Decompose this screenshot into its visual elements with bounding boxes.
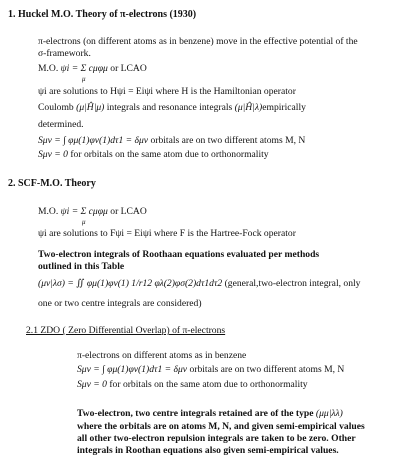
s21-zero-text: for orbitals on the same atom due to orthonormality bbox=[109, 379, 308, 390]
s1-zero-text: for orbitals on the same atom due to orthonormality bbox=[70, 149, 269, 160]
s21-zero-equation: Sμν = 0 bbox=[77, 379, 107, 390]
s21-para-1-integral: (μμ|λλ) bbox=[315, 408, 343, 419]
s2-bold-line-2: outlined in this Table bbox=[38, 261, 125, 272]
s21-overlap-text: orbitals are on two different atoms M, N bbox=[189, 364, 345, 375]
s1-overlap-line bbox=[38, 135, 305, 146]
s1-determined: determined. bbox=[38, 119, 84, 130]
s21-para-1-text: Two-electron, two centre integrals retained are of the type bbox=[77, 408, 314, 419]
s1-mo-sum-index: μ bbox=[82, 75, 86, 83]
s2-bold-line-1: Two-electron integrals of Roothaan equations evaluated per methods bbox=[38, 249, 320, 260]
s21-para-line-4: integrals in Roothan equations also given semi-empirical values. bbox=[77, 445, 339, 456]
s1-coulomb-integral: (μ|Ĥ|μ) bbox=[76, 102, 105, 113]
section-1-heading: 1. Huckel M.O. Theory of π-electrons (1930) bbox=[8, 9, 197, 20]
s1-solutions-line: ψi are solutions to Hψi = Eiψi where H is the Hamiltonian operator bbox=[38, 86, 296, 97]
s1-intro-line-2: σ-framework. bbox=[38, 48, 91, 59]
s21-overlap-equation: Sμν = ∫ φμ(1)φν(1)dτ1 = δμν bbox=[77, 364, 188, 375]
s21-para-line-2: where the orbitals are on atoms M, N, and given semi-empirical values bbox=[77, 421, 365, 432]
s1-overlap-equation: Sμν = ∫ φμ(1)φν(1)dτ1 = δμν bbox=[38, 135, 149, 146]
s2-one-or-two-line: one or two centre integrals are considered) bbox=[38, 298, 202, 309]
s2-mo-suffix: or LCAO bbox=[110, 206, 147, 217]
section-2-heading: 2. SCF-M.O. Theory bbox=[8, 178, 96, 189]
s1-coulomb-end: empirically bbox=[262, 102, 306, 113]
s21-overlap-line bbox=[77, 364, 344, 375]
s1-resonance-integral: (μ|Ĥ|λ) bbox=[234, 102, 263, 113]
s1-coulomb-line bbox=[38, 102, 306, 113]
s1-overlap-text: orbitals are on two different atoms M, N bbox=[150, 135, 306, 146]
s1-mo-equation: ψi = Σ cμφμ bbox=[60, 63, 108, 74]
s1-mo-line bbox=[38, 63, 147, 74]
section-2-1-heading: 2.1 ZDO ( Zero Differential Overlap) of π-electrons bbox=[26, 325, 226, 336]
s1-mo-suffix: or LCAO bbox=[110, 63, 147, 74]
s1-coulomb-label: Coulomb bbox=[38, 102, 74, 113]
s21-para-line-1 bbox=[77, 408, 343, 419]
s2-two-electron-text: (general,two-electron integral, only bbox=[224, 278, 361, 289]
s1-coulomb-mid: integrals and resonance integrals bbox=[106, 102, 233, 113]
s2-mo-line bbox=[38, 206, 147, 217]
s21-para-line-3: all other two-electron repulsion integrals are taken to be zero. Other bbox=[77, 433, 356, 444]
s1-zero-equation: Sμν = 0 bbox=[38, 149, 68, 160]
s2-mo-sum-index: μ bbox=[82, 218, 86, 226]
s1-zero-line bbox=[38, 149, 269, 160]
s2-two-electron-line bbox=[38, 278, 360, 289]
s21-zero-line bbox=[77, 379, 308, 390]
s2-mo-equation: ψi = Σ cμφμ bbox=[60, 206, 108, 217]
s2-mo-prefix: M.O. bbox=[38, 206, 59, 217]
s2-two-electron-equation: (μν|λσ) = ∬ φμ(1)φν(1) 1/r12 φλ(2)φσ(2)dτ1dτ2 bbox=[38, 278, 223, 289]
s21-line-1: π-electrons on different atoms as in benzene bbox=[77, 350, 247, 361]
s2-solutions-line: ψi are solutions to Fψi = Eiψi where F is the Hartree-Fock operator bbox=[38, 228, 296, 239]
s1-intro-line-1: π-electrons (on different atoms as in benzene) move in the effective potential of the bbox=[38, 36, 358, 47]
s1-mo-prefix: M.O. bbox=[38, 63, 59, 74]
